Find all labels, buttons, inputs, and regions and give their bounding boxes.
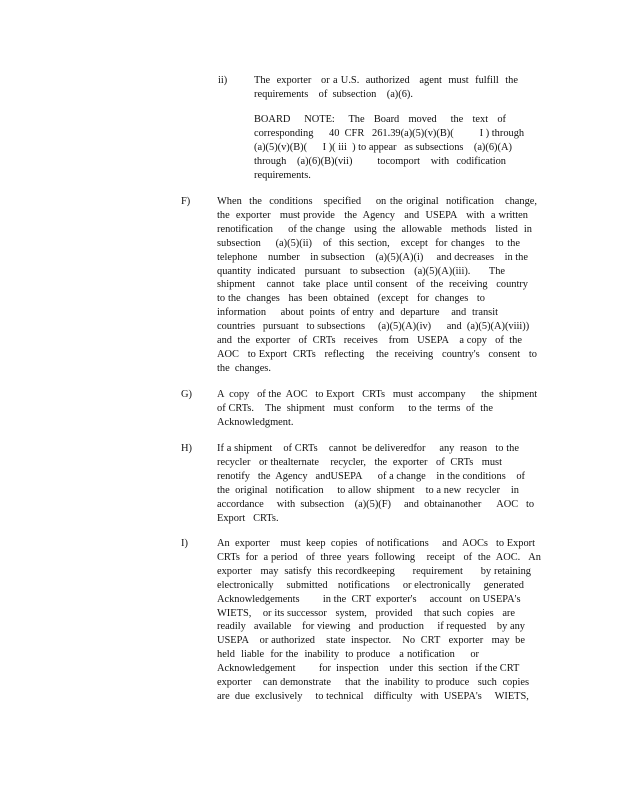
text-line: requirements of subsection (a)(6).: [254, 88, 413, 100]
text-line: Acknowledgements in the CRT exporter's account on USEPA's: [217, 593, 521, 605]
text-line: A copy of the AOC to Export CRTs must accompany the shipment: [217, 389, 538, 400]
section-text-h: [217, 442, 535, 525]
text-line: renotification of the change using the allowable methods listed in: [217, 223, 532, 235]
text-line: renotify the Agency andUSEPA of a change in the conditions of: [217, 470, 525, 482]
text-line: CRTs for a period of three years following receipt of the AOC. An: [217, 551, 541, 563]
text-line: exporter can demonstrate that the inability to produce such copies: [217, 677, 529, 689]
section-label-g: G): [181, 389, 192, 400]
text-line: Acknowledgement for inspection under this section if the CRT: [217, 663, 520, 675]
text-line: telephone number in subsection (a)(5)(A)(i) and decreases in the: [217, 251, 528, 263]
text-line: of CRTs. The shipment must conform to the terms of the: [217, 402, 493, 414]
text-line: through (a)(6)(B)(vii) tocomport with codification: [254, 155, 506, 167]
text-line: countries pursuant to subsections (a)(5)(A)(iv) and (a)(5)(A)(viii)): [217, 321, 530, 333]
text-line: requirements.: [254, 169, 311, 181]
section-text-i: [217, 537, 541, 704]
text-line: electronically submitted notifications or electronically generated: [217, 579, 524, 591]
text-line: to the changes has been obtained (except for changes to: [217, 293, 485, 305]
text-line: When the conditions specified on the original notification change,: [217, 196, 537, 207]
text-line: AOC to Export CRTs reflecting the receiving country's consent to: [217, 348, 537, 360]
text-line: accordance with subsection (a)(5)(F) and obtainanother AOC to: [217, 498, 535, 510]
text-line: the original notification to allow shipment to a new recycler in: [217, 484, 519, 496]
text-line: shipment cannot take place until consent of the receiving country: [217, 279, 528, 291]
text-line: held liable for the inability to produce a notification or: [217, 649, 479, 661]
text-line: are due exclusively to technical difficulty with USEPA's WIETS,: [217, 690, 529, 702]
text-line: information about points of entry and departure and transit: [217, 307, 498, 319]
text-line: the changes.: [217, 362, 271, 374]
section-text-f: [217, 195, 537, 376]
text-line: Acknowledgment.: [217, 416, 294, 428]
text-line: corresponding 40 CFR 261.39(a)(5)(v)(B)( I ) through: [254, 127, 525, 139]
text-line: quantity indicated pursuant to subsection (a)(5)(A)(iii). The: [217, 265, 505, 277]
text-line: the exporter must provide the Agency and USEPA with a written: [217, 209, 528, 221]
section-label-i: I): [181, 538, 188, 549]
text-line: and the exporter of CRTs receives from USEPA a copy of the: [217, 335, 522, 347]
text-line: (a)(5)(v)(B)( I )( iii ) to appear as subsections (a)(6)(A): [254, 141, 512, 153]
text-line: The exporter or a U.S. authorized agent must fulfill the: [254, 75, 518, 86]
text-line: readily available for viewing and production if requested by any: [217, 621, 525, 633]
section-label-f: F): [181, 196, 191, 207]
text-line: USEPA or authorized state inspector. No CRT exporter may be: [217, 635, 525, 647]
text-line: exporter may satisfy this recordkeeping requirement by retaining: [217, 565, 531, 577]
item-text-ii: [254, 74, 518, 102]
text-line: subsection (a)(5)(ii) of this section, except for changes to the: [217, 237, 520, 249]
item-label-ii: ii): [218, 75, 228, 86]
text-line: BOARD NOTE: The Board moved the text of: [254, 114, 506, 125]
text-line: An exporter must keep copies of notifications and AOCs to Export: [217, 538, 535, 549]
board-note: [254, 113, 525, 183]
section-text-g: [217, 388, 538, 430]
section-label-h: H): [181, 443, 192, 454]
text-line: If a shipment of CRTs cannot be deliveredfor any reason to the: [217, 443, 519, 454]
text-line: Export CRTs.: [217, 512, 279, 524]
text-line: WIETS, or its successor system, provided that such copies are: [217, 607, 515, 619]
text-line: recycler or thealternate recycler, the exporter of CRTs must: [217, 456, 502, 468]
